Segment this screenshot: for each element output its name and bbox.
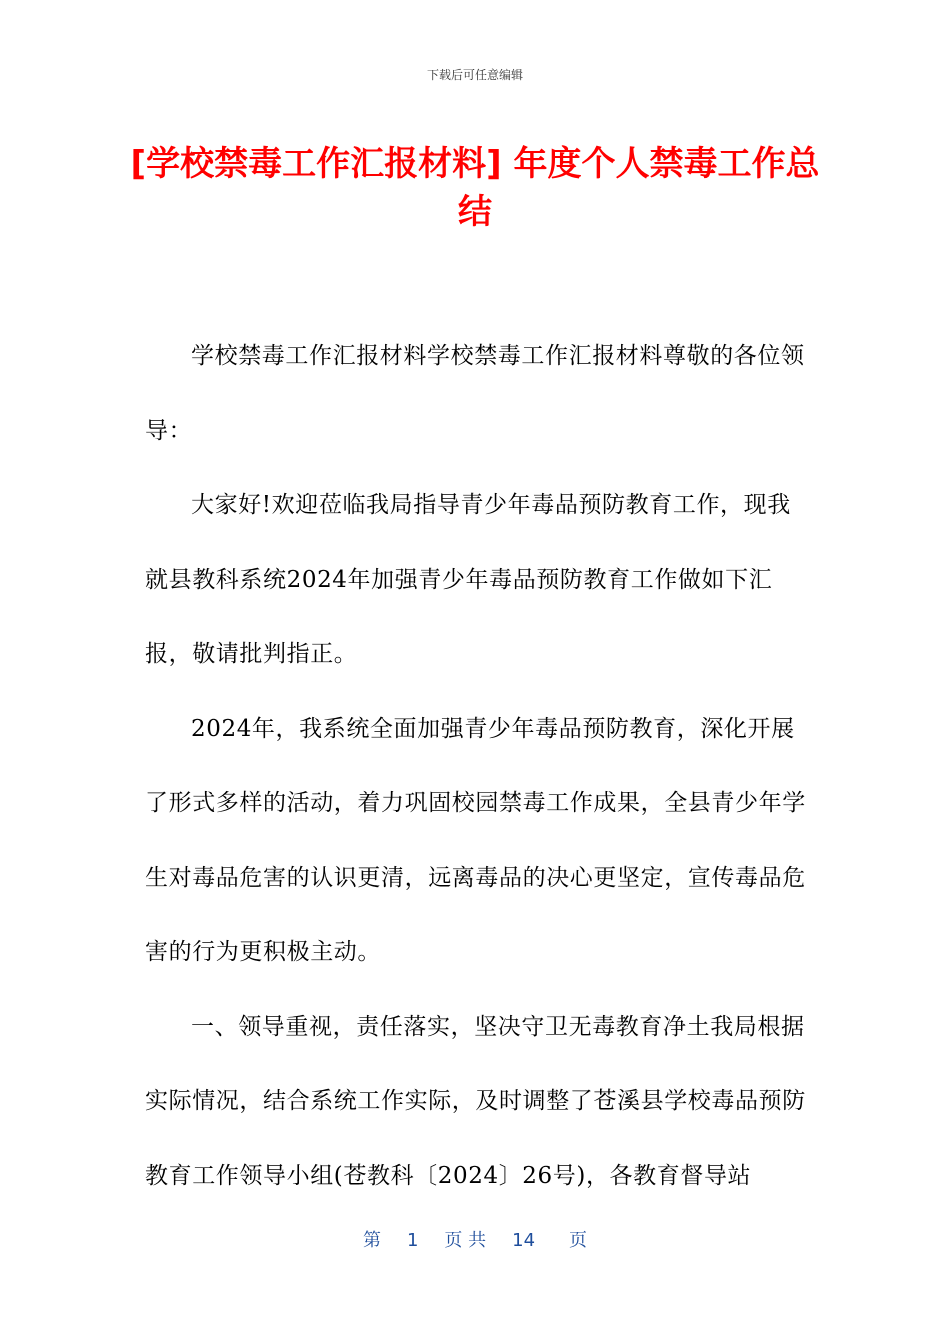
paragraph-2: 大家好!欢迎莅临我局指导青少年毒品预防教育工作，现我就县教科系统2024年加强青少年毒品预防教育工作做如下汇报，敬请批判指正。 bbox=[145, 492, 791, 667]
header-note: 下载后可任意编辑 bbox=[426, 68, 523, 82]
document-body bbox=[145, 319, 807, 1213]
footer-suffix: 页 bbox=[569, 1230, 588, 1251]
footer-page-number: 1 bbox=[406, 1230, 419, 1251]
paragraph-1: 学校禁毒工作汇报材料学校禁毒工作汇报材料尊敬的各位领导： bbox=[145, 343, 805, 444]
paragraph-4: 一、领导重视，责任落实，坚决守卫无毒教育净土我局根据实际情况，结合系统工作实际，及时调整了苍溪县学校毒品预防教育工作领导小组(苍教科〔2024〕26号)，各教育督导站 bbox=[145, 1013, 806, 1189]
document-title: [学校禁毒工作汇报材料] 年度个人禁毒工作总结 bbox=[130, 144, 820, 232]
paragraph-3: 2024年，我系统全面加强青少年毒品预防教育，深化开展了形式多样的活动，着力巩固校园禁毒工作成果，全县青少年学生对毒品危害的认识更清，远离毒品的决心更坚定，宣传毒品危害的行为更积极主动。 bbox=[145, 715, 806, 965]
footer-middle: 页 共 bbox=[444, 1230, 487, 1251]
page-footer bbox=[0, 1226, 950, 1252]
footer-total-pages: 14 bbox=[512, 1230, 536, 1251]
footer-prefix: 第 bbox=[362, 1230, 381, 1251]
